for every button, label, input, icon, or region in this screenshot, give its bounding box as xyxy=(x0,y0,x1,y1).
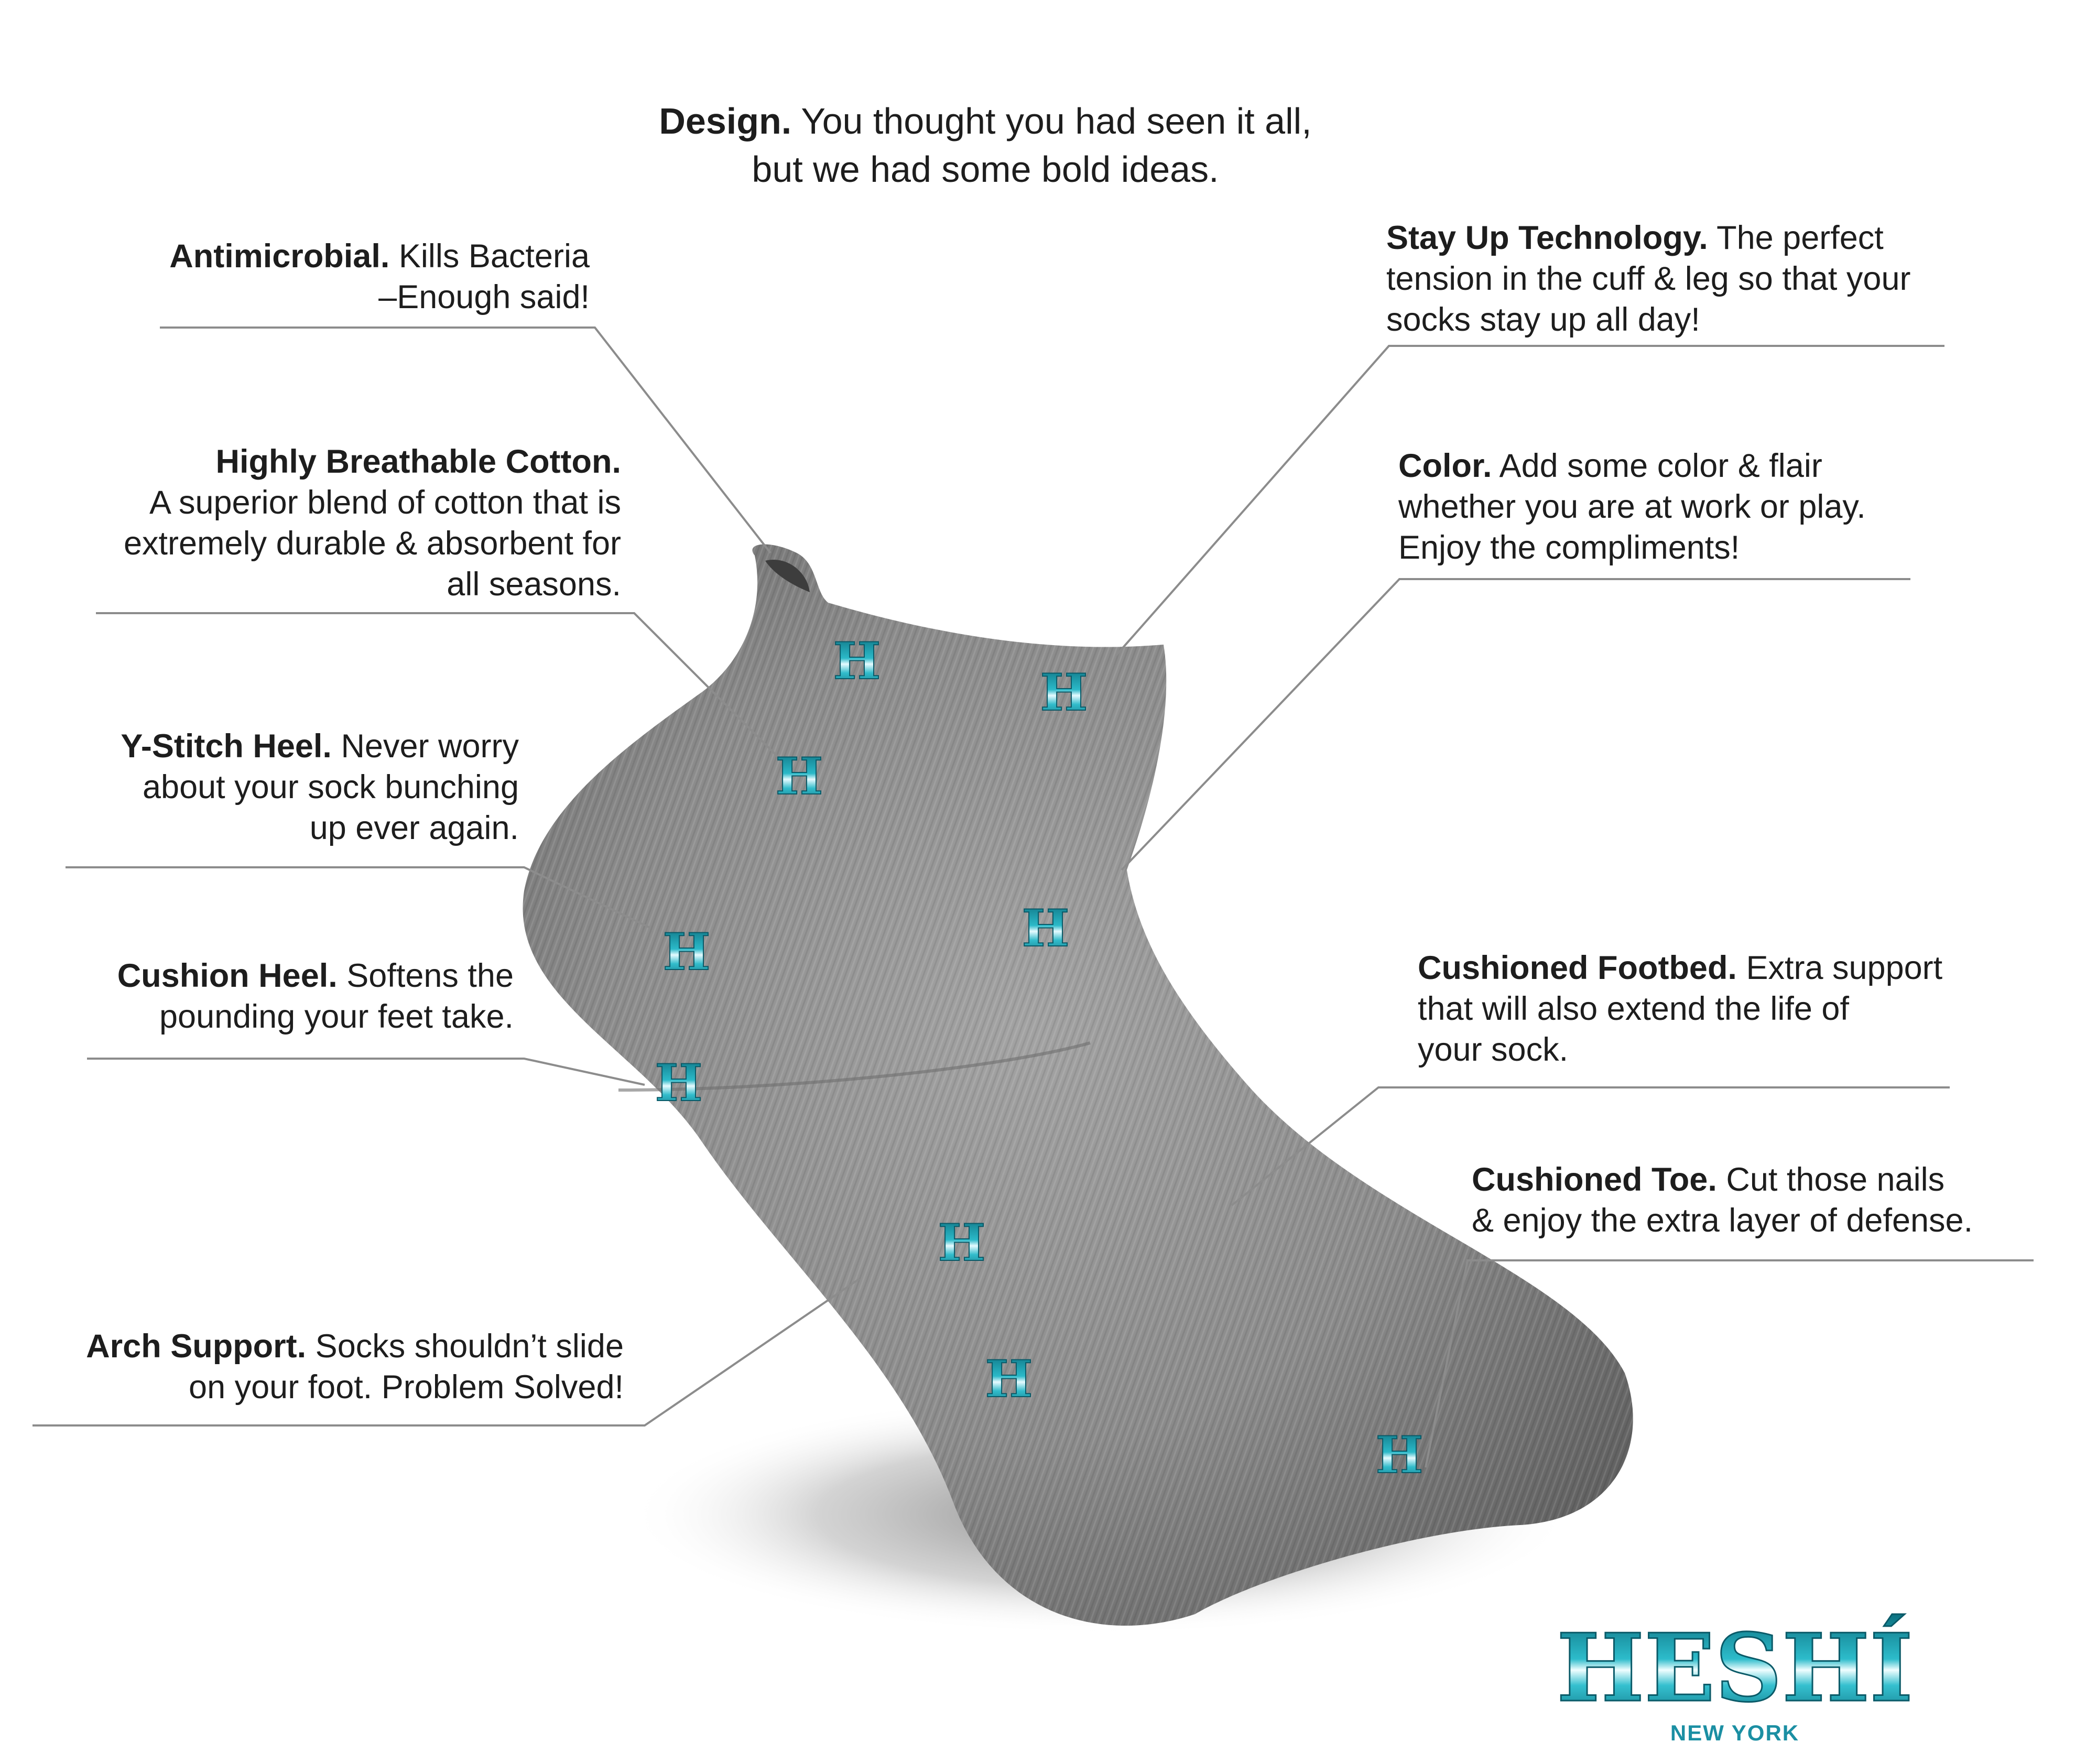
callout-title: Highly Breathable Cotton. xyxy=(215,443,621,480)
monogram-h: H xyxy=(662,922,711,982)
callout-text: Cut those nails xyxy=(1726,1161,1945,1198)
monogram-h: H xyxy=(938,1213,986,1272)
callout-footbed xyxy=(1418,948,2057,1070)
callout-text: The perfect xyxy=(1716,220,1884,256)
callout-text: about your sock bunching xyxy=(143,769,519,805)
callout-text: that will also extend the life of xyxy=(1418,990,1849,1027)
callout-text: Never worry xyxy=(341,728,519,765)
callout-text: on your foot. Problem Solved! xyxy=(189,1369,624,1406)
monogram-h: H xyxy=(833,631,881,691)
brand-name: HESHÍ xyxy=(1557,1613,1913,1716)
callout-title: Antimicrobial. xyxy=(169,238,390,275)
callout-text: Kills Bacteria xyxy=(398,238,590,275)
callout-color xyxy=(1398,445,2027,568)
callout-arch xyxy=(21,1326,624,1408)
callout-design xyxy=(566,97,1405,193)
callout-title: Cushioned Footbed. xyxy=(1418,950,1737,986)
callout-text: Enjoy the compliments! xyxy=(1398,529,1740,566)
leader-cushion-heel xyxy=(87,1059,645,1085)
callout-title: Cushion Heel. xyxy=(117,957,338,994)
callout-text: tension in the cuff & leg so that your xyxy=(1386,260,1911,297)
leader-color xyxy=(1122,579,1910,870)
heshi-wordmark xyxy=(1551,1611,1918,1716)
callout-stayup xyxy=(1386,217,2015,340)
callout-text: Socks shouldn’t slide xyxy=(315,1328,624,1365)
callout-title: Arch Support. xyxy=(86,1328,307,1365)
callout-text: –Enough said! xyxy=(378,279,590,315)
monogram-h: H xyxy=(1022,899,1070,958)
callout-antimicrobial xyxy=(73,236,590,318)
callout-cushion-heel xyxy=(63,955,514,1037)
callout-text: pounding your feet take. xyxy=(159,998,514,1035)
callout-toe xyxy=(1472,1159,2074,1241)
callout-text: your sock. xyxy=(1418,1031,1569,1068)
callout-text: all seasons. xyxy=(447,566,621,603)
callout-text: & enjoy the extra layer of defense. xyxy=(1472,1202,1973,1239)
callout-text: but we had some bold ideas. xyxy=(752,149,1219,190)
callout-text: Extra support xyxy=(1746,950,1943,986)
callout-title: Stay Up Technology. xyxy=(1386,220,1708,256)
callout-title: Design. xyxy=(659,101,792,141)
callout-text: You thought you had seen it all, xyxy=(801,101,1312,141)
callout-text: Softens the xyxy=(346,957,514,994)
callout-text: extremely durable & absorbent for xyxy=(124,525,621,562)
monogram-h: H xyxy=(1375,1425,1424,1485)
callout-text: whether you are at work or play. xyxy=(1398,488,1866,525)
callout-title: Color. xyxy=(1398,448,1492,484)
brand-logo xyxy=(1551,1611,1918,1745)
callout-text: socks stay up all day! xyxy=(1386,301,1700,338)
callout-text: up ever again. xyxy=(309,810,519,846)
callout-title: Cushioned Toe. xyxy=(1472,1161,1717,1198)
monogram-h: H xyxy=(655,1053,703,1113)
monogram-h: H xyxy=(1040,663,1088,722)
callout-text: Add some color & flair xyxy=(1499,448,1822,484)
callout-title: Y-Stitch Heel. xyxy=(121,728,332,765)
callout-ystitch xyxy=(47,726,519,848)
monogram-h: H xyxy=(985,1349,1033,1409)
monogram-h: H xyxy=(775,747,823,806)
callout-breathable xyxy=(42,441,621,605)
brand-subtitle: NEW YORK xyxy=(1670,1721,1800,1745)
callout-text: A superior blend of cotton that is xyxy=(149,484,621,521)
